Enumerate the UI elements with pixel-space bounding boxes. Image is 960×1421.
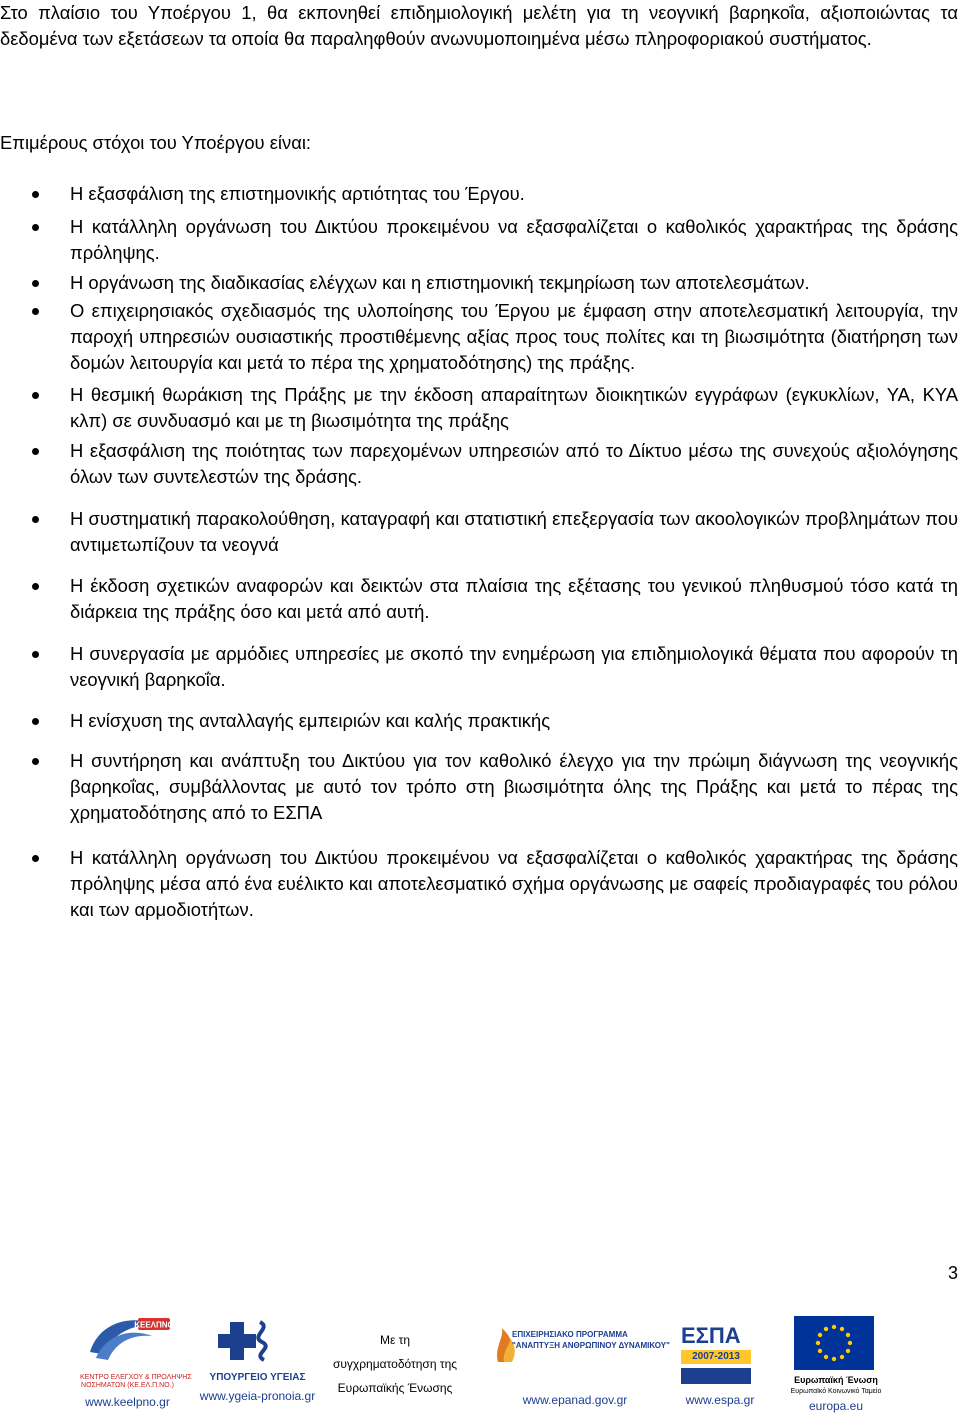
espa-years: 2007-2013 (692, 1351, 740, 1362)
cofinance-line-2: συγχρηματοδότηση της (332, 1357, 458, 1371)
espa-url: www.espa.gr (685, 1393, 755, 1407)
ministry-name: ΥΠΟΥΡΓΕΙΟ ΥΓΕΙΑΣ (209, 1372, 306, 1383)
ministry-url: www.ygeia-pronoia.gr (199, 1389, 316, 1403)
intro-paragraph: Στο πλαίσιο του Υποέργου 1, θα εκπονηθεί επιδημιολογική μελέτη για τη νεογνική βαρηκοΐα, αξιοποιώντας τα δεδομένα των εξετάσεων τα οποία θα παραληφθούν ανωνυμοποιημένα μέσω πληροφοριακού συστήματος. (0, 2, 958, 49)
keelpno-caption-1: ΚΕΝΤΡΟ ΕΛΕΓΧΟΥ & ΠΡΟΛΗΨΗΣ (80, 1374, 192, 1381)
list-item: Η ενίσχυση της ανταλλαγής εμπειριών και καλής πρακτικής (70, 708, 958, 734)
list-item: Η συνεργασία με αρμόδιες υπηρεσίες με σκοπό την ενημέρωση για επιδημιολογικά θέματα που αφορούν τη νεογνική βαρηκοΐα. (70, 641, 958, 693)
list-item: Η κατάλληλη οργάνωση του Δικτύου προκειμένου να εξασφαλίζεται ο καθολικός χαρακτήρας της δράσης πρόληψης. (70, 214, 958, 266)
epanad-url: www.epanad.gov.gr (522, 1393, 628, 1407)
ministry-logo (190, 1312, 325, 1421)
list-item: Η εξασφάλιση της επιστημονικής αρτιότητας του Έργου. (70, 181, 958, 207)
cofinance-text (330, 1326, 460, 1416)
espa-name: ΕΣΠΑ (681, 1323, 741, 1348)
ministry-cross-icon (190, 1312, 325, 1372)
footer-logos (0, 1312, 960, 1421)
eu-logo (780, 1316, 892, 1420)
svg-text:ΚΕΕΛΠΝΟ: ΚΕΕΛΠΝΟ (134, 1320, 174, 1330)
epanad-logo (490, 1324, 670, 1419)
espa-logo (675, 1316, 765, 1418)
keelpno-caption-2: ΝΟΣΗΜΑΤΩΝ (ΚΕ.ΕΛ.Π.ΝΟ.) (81, 1382, 174, 1389)
page-number: 3 (947, 1263, 958, 1283)
keelpno-logo (80, 1312, 192, 1421)
list-item: Ο επιχειρησιακός σχεδιασμός της υλοποίησης του Έργου με έμφαση στην αποτελεσματική λειτουργία, την παροχή υπηρεσιών ουσιαστικής προστιθέμενης αξίας προς τους πολίτες και τη βιωσιμότητα (διατήρηση των δομών λειτουργία και μετά το πέρα της χρηματοδότησης) της πράξης. (70, 298, 958, 376)
keelpno-emblem-icon (80, 1312, 175, 1374)
eu-flag-icon (794, 1316, 874, 1370)
list-item: Η οργάνωση της διαδικασίας ελέγχων και η επιστημονική τεκμηρίωση των αποτελεσμάτων. (70, 270, 958, 296)
cofinance-line-1: Με τη (379, 1333, 411, 1347)
eu-line-1: Ευρωπαϊκή Ένωση (794, 1375, 878, 1385)
list-item: Η συντήρηση και ανάπτυξη του Δικτύου για τον καθολικό έλεγχο για την πρώιμη διάγνωση της νεογνικής βαρηκοΐας, συμβάλλοντας με αυτό τον τρόπο στη βιωσιμότητα όλης της Πράξης και μετά το πέρας της χρηματοδότησης από το ΕΣΠΑ (70, 748, 958, 826)
cofinance-line-3: Ευρωπαϊκής Ένωσης (337, 1381, 453, 1395)
eu-line-2: Ευρωπαϊκό Κοινωνικό Ταμείο (790, 1388, 882, 1395)
epanad-line-1: ΕΠΙΧΕΙΡΗΣΙΑΚΟ ΠΡΟΓΡΑΜΜΑ (512, 1330, 628, 1339)
eu-url: europa.eu (808, 1399, 864, 1413)
keelpno-url: www.keelpno.gr (85, 1395, 170, 1409)
espa-banner (681, 1368, 751, 1384)
list-item: Η εξασφάλιση της ποιότητας των παρεχομένων υπηρεσιών από το Δίκτυο μέσω της συνεχούς αξιολόγησης όλων των συντελεστών της δράσης. (70, 438, 958, 490)
list-item: Η έκδοση σχετικών αναφορών και δεικτών στα πλαίσια της εξέτασης του γενικού πληθυσμού τόσο κατά τη διάρκεια της πράξης όσο και μετά από αυτή. (70, 573, 958, 625)
list-item: Η θεσμική θωράκιση της Πράξης με την έκδοση απαραίτητων διοικητικών εγγράφων (εγκυκλίων, ΥΑ, ΚΥΑ κλπ) σε συνδυασμό και με τη βιωσιμότητα της πράξης (70, 382, 958, 434)
list-item: Η συστηματική παρακολούθηση, καταγραφή και στατιστική επεξεργασία των ακοολογικών προβλημάτων που αντιμετωπίζουν τα νεογνά (70, 506, 958, 558)
list-item: Η κατάλληλη οργάνωση του Δικτύου προκειμένου να εξασφαλίζεται ο καθολικός χαρακτήρας της δράσης πρόληψης μέσα από ένα ευέλικτο και αποτελεσματικό σχήμα οργάνωσης με σαφείς προδιαγραφές του ρόλου και των αρμοδιοτήτων. (70, 845, 958, 923)
epanad-line-2: "ΑΝΑΠΤΥΞΗ ΑΝΘΡΩΠΙΝΟΥ ΔΥΝΑΜΙΚΟΥ" (512, 1341, 670, 1350)
objectives-heading: Επιμέρους στόχοι του Υποέργου είναι: (0, 132, 312, 153)
